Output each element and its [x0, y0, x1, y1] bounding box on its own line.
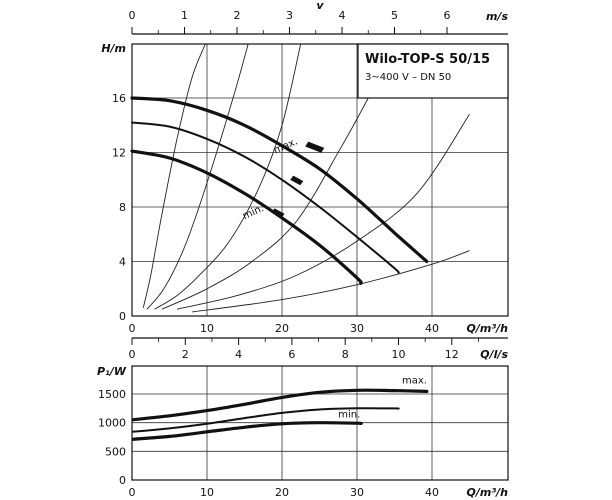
speed-marker	[290, 176, 303, 186]
system-curve	[162, 98, 368, 309]
power-curve-max	[132, 390, 427, 420]
head-y-tick-label: 8	[119, 201, 126, 214]
power-y-tick-label: 0	[119, 474, 126, 487]
head-y-axis-label: H/m	[101, 42, 126, 55]
system-curve	[155, 44, 301, 310]
power-y-tick-label: 1000	[98, 416, 126, 430]
power-x-tick-label: 40	[425, 486, 439, 499]
power-y-tick-label: 1500	[98, 388, 126, 401]
velocity-unit-label: m/s	[485, 10, 508, 23]
power-x-tick-label: 0	[128, 486, 136, 499]
head-x-tick-label: 10	[200, 322, 214, 335]
speed-marker	[305, 142, 324, 153]
flow-ls-tick-label: 6	[288, 348, 296, 361]
flow-ls-unit-label: Q/l/s	[480, 348, 508, 361]
head-curve-mid	[132, 123, 399, 273]
head-y-tick-label: 12	[112, 146, 126, 160]
power-y-tick-label: 500	[105, 445, 126, 459]
flow-ls-tick-label: 12	[444, 348, 459, 361]
head-x-tick-label: 0	[128, 322, 136, 335]
head-y-tick-label: 16	[112, 92, 126, 105]
flow-ls-tick-label: 2	[181, 348, 189, 361]
head-x-tick-label: 30	[350, 322, 364, 335]
power-x-tick-label: 10	[200, 486, 214, 499]
velocity-tick-label: 5	[391, 9, 398, 22]
chart-title: Wilo-TOP-S 50/15	[365, 52, 491, 67]
power-curve-label: min.	[338, 409, 361, 421]
head-x-tick-label: 40	[425, 322, 439, 335]
system-curve	[192, 251, 470, 312]
power-curve-min	[132, 423, 361, 440]
velocity-tick-label: 2	[233, 9, 241, 22]
speed-marker-label: max.	[272, 136, 300, 157]
velocity-tick-label: 3	[286, 9, 293, 22]
power-y-axis-label: P₁/W	[96, 365, 126, 378]
flow-ls-tick-label: 8	[341, 348, 349, 361]
system-curve	[177, 114, 470, 309]
chart-subtitle: 3~400 V – DN 50	[365, 72, 452, 83]
head-x-tick-label: 20	[275, 322, 289, 335]
system-curve	[147, 44, 248, 310]
velocity-tick-label: 0	[128, 9, 136, 22]
flow-ls-tick-label: 4	[235, 348, 243, 361]
flow-ls-tick-label: 0	[128, 348, 136, 361]
head-x-axis-label: Q/m³/h	[466, 322, 508, 335]
velocity-tick-label: 1	[181, 9, 188, 22]
power-x-tick-label: 30	[350, 486, 364, 499]
velocity-tick-label: 4	[338, 9, 346, 22]
head-curve-max	[132, 98, 427, 262]
head-y-tick-label: 0	[119, 310, 126, 323]
flow-ls-tick-label: 10	[391, 348, 406, 361]
speed-marker-label: min.	[241, 203, 266, 223]
power-curve-label: max.	[402, 375, 427, 387]
power-x-tick-label: 20	[275, 486, 289, 499]
head-y-tick-label: 4	[119, 255, 126, 269]
power-x-axis-label: Q/m³/h	[466, 486, 508, 499]
velocity-tick-label: 6	[443, 9, 451, 22]
velocity-axis-label: v	[316, 0, 324, 12]
system-curve	[143, 44, 205, 308]
